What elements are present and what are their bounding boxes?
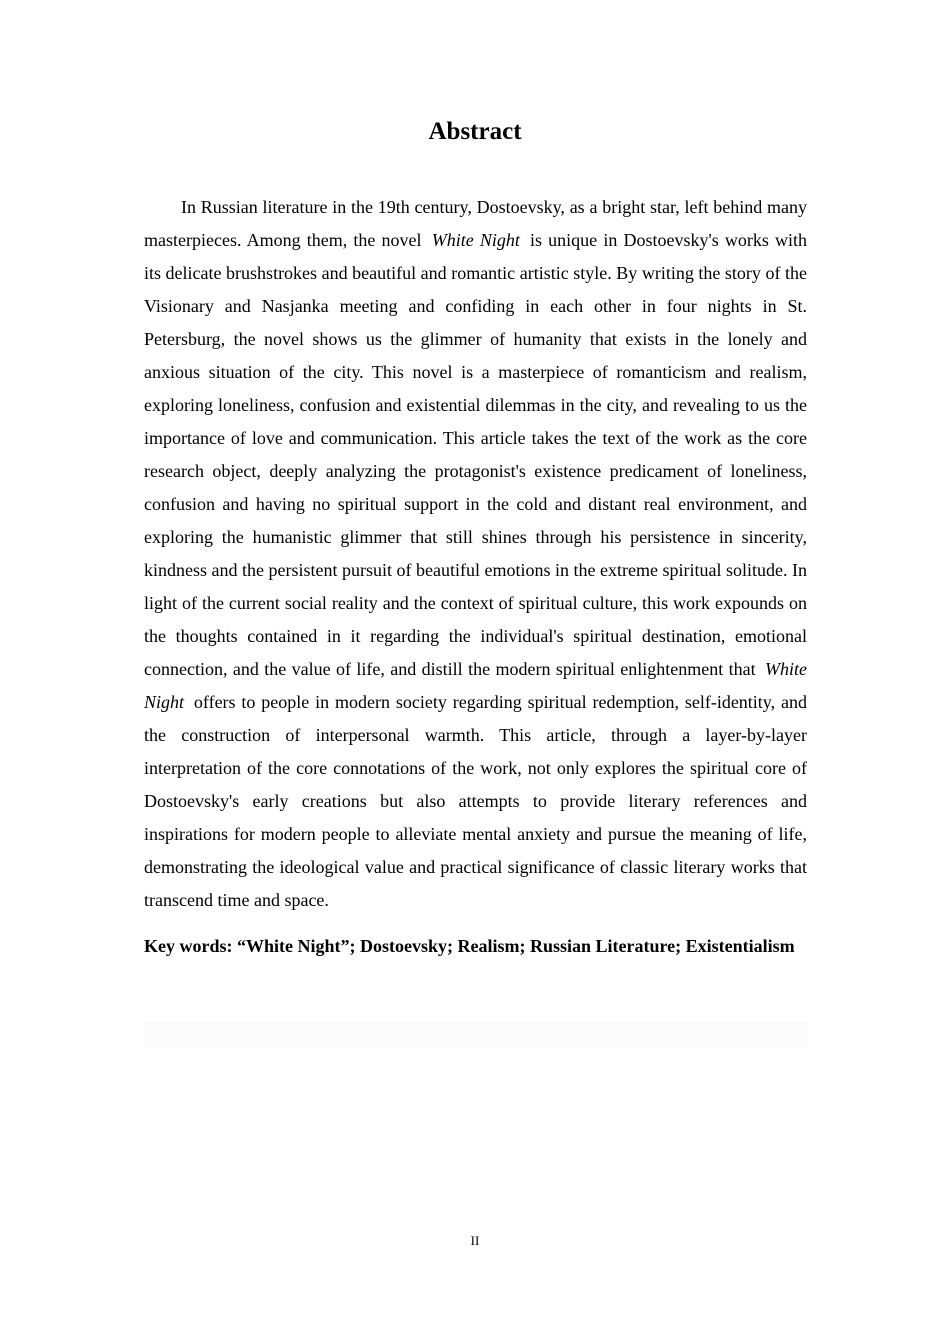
- novel-title-reference: White Night: [431, 230, 520, 250]
- abstract-text-part-1: In Russian literature in the 19th century, Dostoevsky, as a bright star, left behind many masterpieces. Among them, the novel: [144, 197, 807, 250]
- novel-title-reference: White Night: [144, 659, 808, 712]
- abstract-title: Abstract: [428, 118, 522, 145]
- abstract-paragraph: [144, 191, 807, 917]
- keywords-line: Key words: “White Night”; Dostoevsky; Realism; Russian Literature; Existentialism: [144, 936, 795, 956]
- abstract-text-part-3: offers to people in modern society regarding spiritual redemption, self-identity, and the construction of interpersonal warmth. This article, through a layer-by-layer interpretation of the core connotations of the work, not only explores the spiritual core of Dostoevsky's early creations but also attempts to provide literary references and inspirations for modern people to alleviate mental anxiety and pursue the meaning of life, demonstrating the ideological value and practical significance of classic literary works that transcend time and space.: [144, 692, 808, 910]
- abstract-text-part-2: is unique in Dostoevsky's works with its delicate brushstrokes and beautiful and romantic artistic style. By writing the story of the Visionary and Nasjanka meeting and confiding in each other in four nights in St. Petersburg, the novel shows us the glimmer of humanity that exists in the lonely and anxious situation of the city. This novel is a masterpiece of romanticism and realism, exploring loneliness, confusion and existential dilemmas in the city, and revealing to us the importance of love and communication. This article takes the text of the work as the core research object, deeply analyzing the protagonist's existence predicament of loneliness, confusion and having no spiritual support in the cold and distant real environment, and exploring the humanistic glimmer that still shines through his persistence in sincerity, kindness and the persistent pursuit of beautiful emotions in the extreme spiritual solitude. In light of the current social reality and the context of spiritual culture, this work expounds on the thoughts contained in it regarding the individual's spiritual destination, emotional connection, and the value of life, and distill the modern spiritual enlightenment that: [144, 230, 808, 679]
- page-number: II: [470, 1233, 480, 1248]
- blank-block: [144, 1022, 807, 1048]
